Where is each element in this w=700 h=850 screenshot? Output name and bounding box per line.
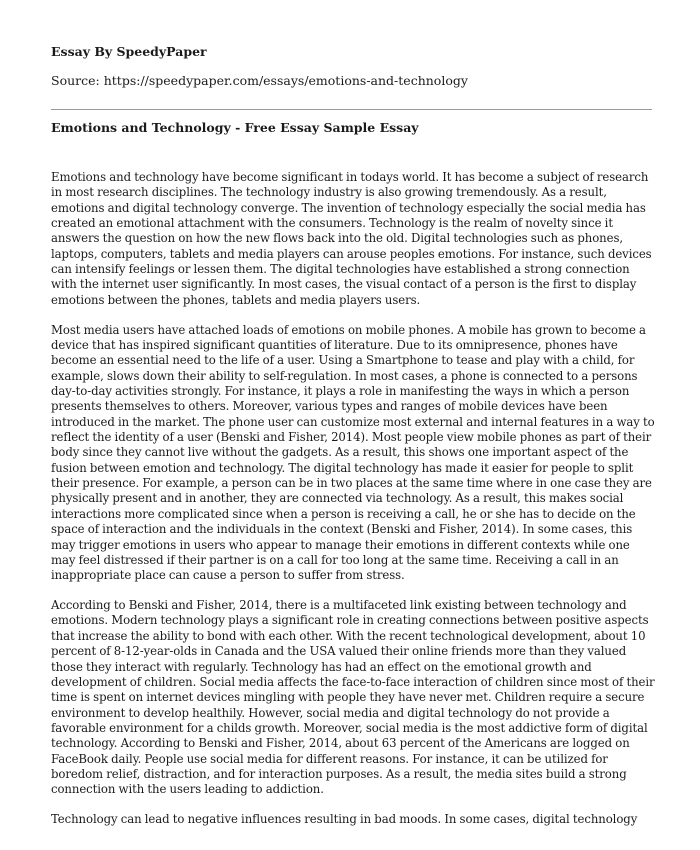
source-label: Source: (51, 73, 100, 88)
paragraph-2: Most media users have attached loads of emotions on mobile phones. A mobile has grown to become a device that has inspired significant quantities of literature. Due to its omnipresence, phones have become an essential need to the life of a user. Using a Smartphone to tease and play with a child, for example, slows down their ability to self-regulation. In most cases, a phone is connected to a persons day-to-day activities strongly. For instance, it plays a role in manifesting the ways in which a person presents themselves to others. Moreover, various types and ranges of mobile devices have been introduced in the market. The phone user can customize most external and internal features in a way to reflect the identity of a user (Benski and Fisher, 2014). Most people view mobile phones as part of their body since they cannot live without the gadgets. As a result, this shows one important aspect of the fusion between emotion and technology. The digital technology has made it easier for people to split their presence. For example, a person can be in two places at the same time where in one case they are physically present and in another, they are connected via technology. As a result, this makes social interactions more complicated since when a person is receiving a call, he or she has to decide on the space of interaction and the individuals in the context (Benski and Fisher, 2014). In some cases, this may trigger emotions in users who appear to manage their emotions in different contexts while one may feel distressed if their partner is on a call for too long at the same time. Receiving a call in an inappropriate place can cause a person to suffer from stress. (51, 322, 655, 583)
essay-author-heading: Essay By SpeedyPaper (51, 44, 207, 59)
paragraph-1: Emotions and technology have become significant in todays world. It has become a subject of research in most research disciplines. The technology industry is also growing tremendously. As a result, emotions and digital technology converge. The invention of technology especially the social media has created an emotional attachment with the consumers. Technology is the realm of novelty since it answers the question on how the new flows back into the old. Digital technologies such as phones, laptops, computers, tablets and media players can arouse peoples emotions. For instance, such devices can intensify feelings or lessen them. The digital technologies have established a strong connection with the internet user significantly. In most cases, the visual contact of a person is the first to display emotions between the phones, tablets and media players users. (51, 170, 652, 307)
source-url[interactable]: https://speedypaper.com/essays/emotions-and-technology (103, 73, 468, 88)
source-line (51, 73, 468, 88)
essay-body (51, 170, 656, 842)
paragraph-4: Technology can lead to negative influences resulting in bad moods. In some cases, digital technology (51, 812, 638, 827)
essay-title: Emotions and Technology - Free Essay Sample Essay (51, 120, 419, 135)
header-divider (51, 109, 652, 110)
paragraph-3: According to Benski and Fisher, 2014, there is a multifaceted link existing between technology and emotions. Modern technology plays a significant role in creating connections between positive aspects that increase the ability to bond with each other. With the recent technological development, about 10 percent of 8-12-year-olds in Canada and the USA valued their online friends more than they valued those they interact with regularly. Technology has had an effect on the emotional growth and development of children. Social media affects the face-to-face interaction of children since most of their time is spent on internet devices mingling with people they have never met. Children require a secure environment to develop healthily. However, social media and digital technology do not provide a favorable environment for a childs growth. Moreover, social media is the most addictive form of digital technology. According to Benski and Fisher, 2014, about 63 percent of the Americans are logged on FaceBook daily. People use social media for different reasons. For instance, it can be utilized for boredom relief, distraction, and for interaction purposes. As a result, the media sites build a strong connection with the users leading to addiction. (51, 598, 655, 797)
